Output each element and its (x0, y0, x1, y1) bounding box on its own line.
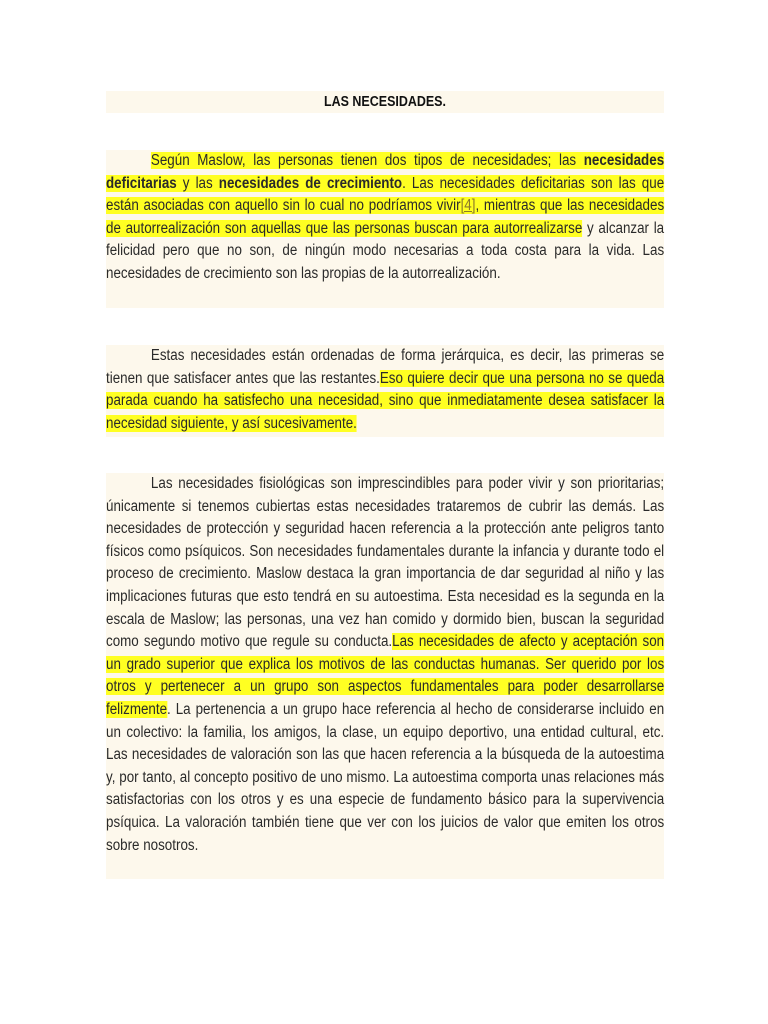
paragraph-deficit-growth (106, 150, 664, 308)
paragraph-text (106, 345, 664, 435)
footnote-link[interactable]: [4] (460, 197, 476, 215)
paragraph-text (106, 150, 664, 286)
paragraph-hierarchy (106, 345, 664, 437)
text-run: y las (176, 174, 219, 192)
highlighted-text: Las necesidades de afecto y aceptación son un grado superior que explica los motivos de las conductas humanas. Ser querido por los otros y pertenecer a un grupo son aspectos fundamentales para poder desarrollarse felizmente (106, 633, 665, 718)
text-run: . La pertenencia a un grupo hace referencia al hecho de considerarse incluido en un colectivo: la familia, los amigos, la clase, un equipo deportivo, una entidad cultural, etc. Las necesidades de valoración son las que hacen referencia a la búsqueda de la autoestima y, por tanto, al concepto positivo de uno mismo. La autoestima comporta unas relaciones más satisfactorias con los otros y es una especie de fundamento básico para la supervivencia psíquica. La valoración también tiene que ver con los juicios de valor que emiten los otros sobre nosotros. (106, 700, 665, 854)
text-run: Según Maslow, las personas tienen dos tipos de necesidades; las (150, 152, 584, 169)
highlighted-text: Eso quiere decir que una persona no se queda parada cuando ha satisfecho una necesidad, sino que inmediatamente desea satisfacer la necesidad siguiente, y así sucesivamente. (106, 369, 665, 432)
text-run: y alcanzar la felicidad pero que no son, de ningún modo necesarias a toda costa para la vida. Las necesidades de crecimiento son las propias de la autorrealización. (106, 219, 665, 282)
paragraph-needs-types (106, 473, 664, 879)
text-run: . Las necesidades deficitarias son las que están asociadas con aquello sin lo cual no podríamos vivir (106, 174, 665, 215)
bold-term-growth-needs: necesidades de crecimiento (218, 174, 403, 192)
text-run: Las necesidades fisiológicas son imprescindibles para poder vivir y son prioritarias; únicamente si tenemos cubiertas estas necesidades trataremos de cubrir las demás. Las necesidades de protección y seguridad hacen referencia a la protección ante peligros tanto físicos como psíquicos. Son necesidades fundamentales durante la infancia y durante todo el proceso de crecimiento. Maslow destaca la gran importancia de dar seguridad al niño y las implicaciones futuras que esto tendrá en su autoestima. Esta necesidad es la segunda en la escala de Maslow; las personas, una vez han comido y dormido bien, buscan la seguridad como segundo motivo que regule su conducta. (106, 475, 665, 651)
text-run: Estas necesidades están ordenadas de forma jerárquica, es decir, las primeras se tienen que satisfacer antes que las restantes. (106, 347, 665, 387)
title-bar (106, 91, 664, 113)
document-title: LAS NECESIDADES. (324, 94, 446, 110)
highlighted-text (106, 152, 664, 237)
paragraph-text (106, 473, 664, 857)
bold-term-deficit-needs: necesidades deficitarias (106, 152, 665, 192)
text-run: , mientras que las necesidades de autorrealización son aquellas que las personas buscan para autorrealizarse (106, 197, 665, 237)
